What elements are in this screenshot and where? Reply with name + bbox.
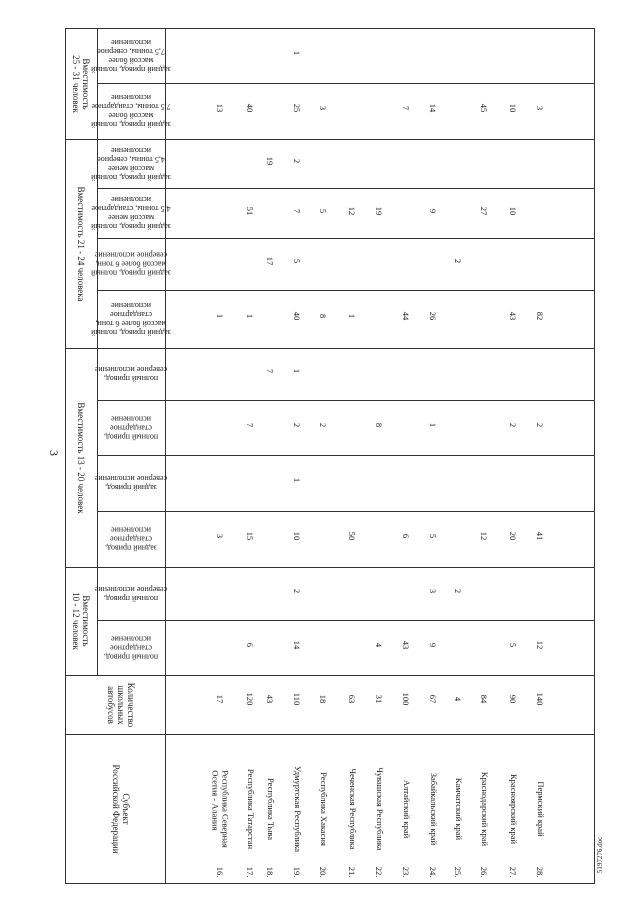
column-rule	[97, 188, 595, 189]
row-value: 5	[508, 642, 518, 647]
row-value: 45	[479, 103, 489, 113]
row-number: 25.	[453, 866, 463, 878]
row-number: 17.	[245, 866, 255, 878]
column-rule	[65, 28, 595, 29]
row-value: 15	[245, 531, 255, 541]
row-subject: Пермский край	[535, 781, 546, 837]
row-subject: Республика Татарстан	[245, 768, 256, 850]
row-value: 2	[292, 158, 302, 164]
row-subject: Республика Хакасия	[318, 772, 329, 846]
subcolumn-header: задний привод, северное исполнение	[94, 474, 168, 492]
row-value: 10	[508, 206, 518, 215]
row-number: 22.	[374, 866, 384, 878]
row-value: 13	[215, 103, 225, 113]
column-rule	[65, 675, 595, 676]
row-value: 3	[215, 534, 225, 539]
row-value: 2	[535, 422, 545, 427]
row-value: 5	[318, 208, 328, 213]
row-value: 1	[347, 313, 357, 319]
row-bus-count: 110	[292, 692, 302, 706]
row-value: 44	[401, 311, 411, 321]
row-value: 7	[265, 369, 275, 374]
row-number: 20.	[318, 866, 328, 878]
row-bus-count: 4	[453, 696, 463, 702]
group-header: Вместимость 13 - 20 человек	[76, 401, 86, 514]
column-rule	[97, 238, 595, 239]
row-value: 20	[508, 531, 518, 541]
row-subject: Чеченская Республика	[347, 768, 358, 850]
row-value: 12	[347, 206, 357, 215]
row-value: 17	[265, 257, 275, 266]
row-value: 27	[479, 206, 489, 215]
row-value: 10	[508, 103, 518, 113]
row-value: 41	[535, 531, 545, 541]
row-value: 1	[215, 313, 225, 319]
subcolumn-header: задний привод, полный массой более 7,5 тонны, северное исполнение	[91, 37, 171, 74]
row-value: 14	[428, 103, 438, 113]
column-rule	[65, 567, 595, 568]
document-footer: 5197276.doc	[596, 836, 604, 874]
row-value: 6	[245, 642, 255, 647]
row-value: 2	[292, 588, 302, 593]
row-value: 2	[453, 588, 463, 593]
row-bus-count: 67	[428, 694, 438, 704]
row-bus-count: 17	[215, 694, 225, 704]
column-rule	[97, 400, 595, 401]
row-bus-count: 84	[479, 694, 489, 704]
subcolumn-header: задний привод, полный массой более 7,5 тонны, стандартное исполнение	[91, 93, 171, 129]
row-value: 1	[245, 313, 255, 319]
row-number: 16.	[215, 866, 225, 878]
row-subject: Республика Тыва	[265, 777, 276, 841]
row-value: 51	[245, 206, 255, 215]
row-value: 14	[292, 640, 302, 649]
row-bus-count: 140	[535, 692, 545, 706]
row-value: 40	[292, 311, 302, 321]
row-value: 5	[292, 259, 302, 264]
row-value: 8	[374, 422, 384, 427]
row-number: 21.	[347, 866, 357, 878]
row-value: 40	[245, 103, 255, 113]
row-subject: Удмуртская Республика	[292, 765, 303, 853]
row-value: 7	[292, 208, 302, 213]
row-value: 9	[428, 642, 438, 647]
subcolumn-header: полный привод, стандартное исполнение	[103, 634, 159, 661]
row-value: 6	[401, 534, 411, 539]
row-value: 43	[401, 640, 411, 649]
row-number: 23.	[401, 866, 411, 878]
row-number: 26.	[479, 866, 489, 878]
row-value: 2	[318, 422, 328, 427]
row-value: 1	[292, 478, 302, 483]
row-value: 3	[318, 106, 328, 111]
row-value: 19	[265, 156, 275, 166]
row-value: 3	[428, 588, 438, 593]
row-value: 10	[292, 531, 302, 541]
row-value: 1	[292, 50, 302, 55]
column-rule	[65, 348, 595, 349]
row-number: 19.	[292, 866, 302, 878]
subcolumn-header: задний привод, полный массой менее 4,5 тонны, северное исполнение	[91, 145, 171, 182]
subcolumn-header: задний привод, полный массой более 6 тонн, северное исполнение	[91, 250, 171, 278]
row-value: 12	[479, 531, 489, 541]
row-value: 4	[374, 642, 384, 647]
column-rule	[65, 734, 595, 735]
row-number: 24.	[428, 866, 438, 878]
row-bus-count: 43	[265, 694, 275, 704]
row-value: 19	[374, 206, 384, 215]
column-rule	[97, 83, 595, 84]
row-value: 82	[535, 311, 545, 321]
subcolumn-header: полный привод, северное исполнение	[94, 584, 168, 603]
subcolumn-header: полный привод, северное исполнение	[94, 365, 168, 383]
row-number: 27.	[508, 866, 518, 878]
row-number: 28.	[535, 866, 545, 878]
column-rule	[65, 139, 595, 140]
group-header: Вместимость 21 - 24 человека	[76, 185, 86, 302]
column-rule	[97, 455, 595, 456]
row-value: 12	[535, 640, 545, 649]
subject-header: Субъект Российской Федерации	[111, 764, 131, 854]
count-header: Количество школьных автобусов	[106, 682, 136, 727]
row-value: 43	[508, 311, 518, 321]
table-border	[65, 883, 595, 884]
subcolumn-header: полный привод, стандартное исполнение	[103, 414, 159, 441]
row-subject: Чувашская Республика	[374, 767, 385, 851]
row-value: 1	[292, 369, 302, 374]
row-value: 25	[292, 103, 302, 113]
row-bus-count: 120	[245, 692, 255, 706]
school-bus-table	[65, 28, 595, 884]
row-bus-count: 18	[318, 694, 328, 704]
row-value: 5	[428, 534, 438, 539]
row-value: 2	[508, 422, 518, 427]
row-value: 50	[347, 531, 357, 541]
group-header: Вместимость 10 - 12 человек	[71, 592, 91, 650]
column-rule	[97, 290, 595, 291]
row-value: 26	[428, 311, 438, 321]
row-subject: Красноярский край	[508, 773, 519, 845]
page-number: 3	[47, 450, 61, 456]
group-header: Вместимость 25 - 31 человек	[71, 54, 91, 113]
table-border	[594, 28, 595, 884]
row-value: 7	[401, 106, 411, 111]
row-bus-count: 90	[508, 694, 518, 704]
subcolumn-header: задний привод, стандартное исполнение	[105, 525, 157, 553]
table-border	[65, 28, 66, 884]
column-rule	[97, 511, 595, 512]
column-rule	[97, 620, 595, 621]
row-number: 18.	[265, 866, 275, 878]
row-bus-count: 31	[374, 694, 384, 704]
row-value: 2	[292, 422, 302, 427]
row-value: 8	[318, 313, 328, 319]
row-bus-count: 63	[347, 694, 357, 704]
row-value: 9	[428, 208, 438, 213]
row-subject: Камчатский край	[453, 777, 464, 841]
row-value: 1	[428, 422, 438, 427]
row-subject: Республика Северная Осетия - Алания	[211, 770, 231, 848]
row-bus-count: 100	[401, 692, 411, 706]
row-subject: Забайкальский край	[428, 772, 439, 846]
row-value: 2	[453, 259, 463, 264]
row-subject: Алтайский край	[401, 779, 412, 839]
subcolumn-header: задний привод, полный массой менее 4,5 тонны, стандартное исполнение	[91, 195, 171, 231]
row-value: 3	[535, 106, 545, 111]
row-value: 7	[245, 422, 255, 427]
subcolumn-header: задний привод, полный массой более 6 тонн, стандартное исполнение	[91, 301, 171, 337]
row-subject: Краснодарский край	[479, 771, 490, 847]
